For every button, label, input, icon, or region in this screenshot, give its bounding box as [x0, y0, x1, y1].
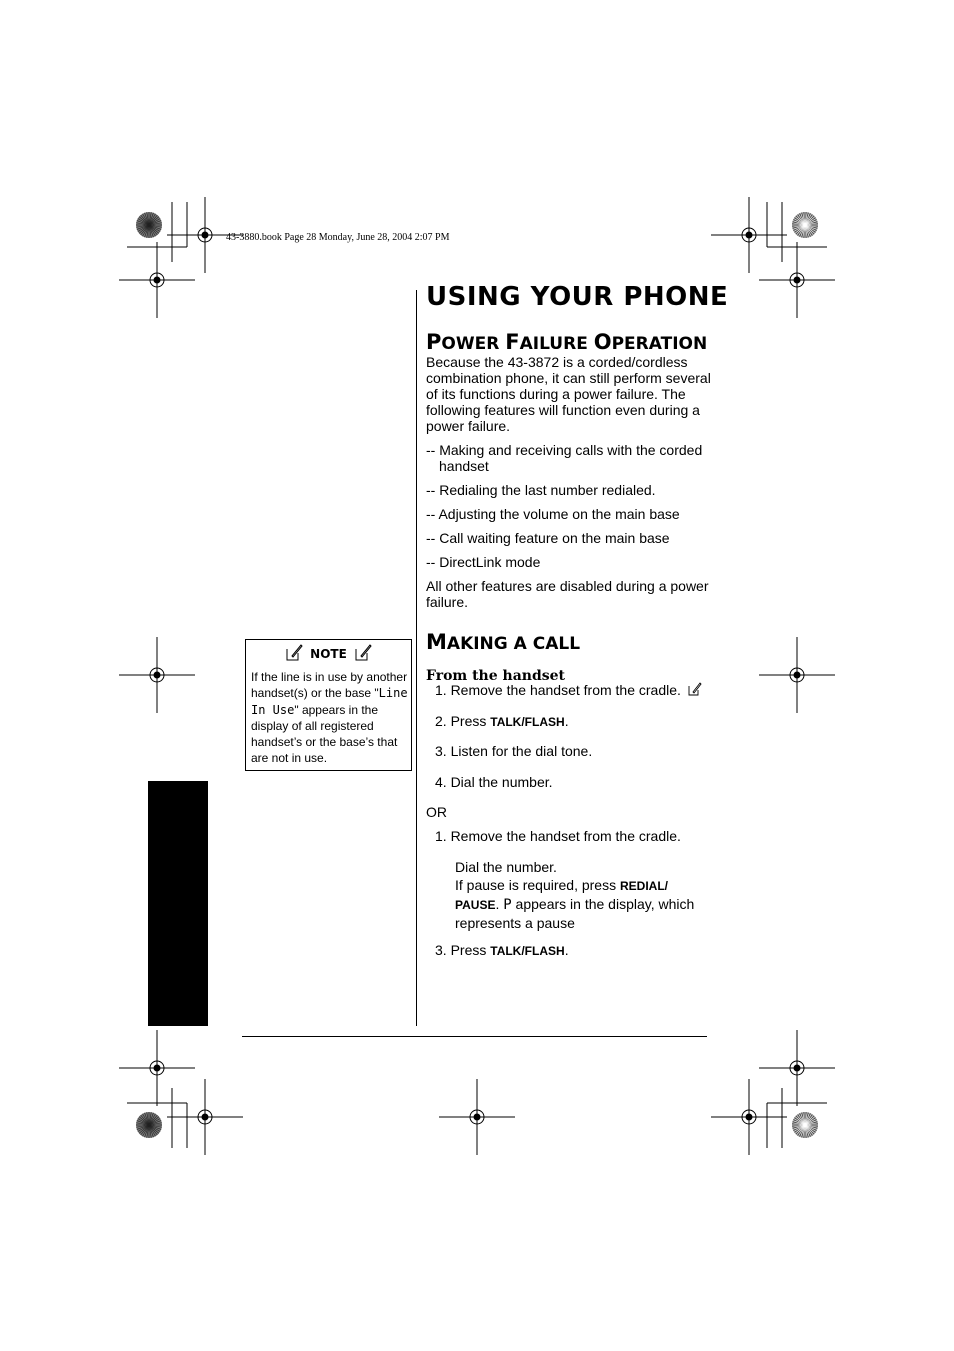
chapter-tab [148, 781, 208, 1026]
page-title: USING YOUR PHONE [426, 282, 729, 312]
footer-rule [242, 1036, 707, 1037]
power-item-1: -- Making and receiving calls with the corded handset [426, 442, 703, 474]
power-item-5: -- DirectLink mode [426, 554, 541, 570]
talk-flash-key: TALK/FLASH [490, 715, 565, 729]
starburst-mark [792, 1112, 818, 1138]
note-pencil-icon [354, 643, 372, 661]
starburst-mark [136, 212, 162, 238]
power-item-4: -- Call waiting feature on the main base [426, 530, 670, 546]
power-item-3: -- Adjusting the volume on the main base [426, 506, 680, 522]
registration-mark [119, 637, 195, 713]
step-b3-text: 3. Press [435, 942, 491, 958]
power-heading-part-4: O [593, 330, 612, 354]
note-text-end: " appears in the display of all registered handset’s or the base’s that are not in use. [251, 702, 398, 766]
or-label: OR [426, 804, 447, 820]
pause-represents: represents a pause [455, 915, 575, 931]
note-text [251, 669, 411, 767]
registration-mark [759, 1030, 835, 1106]
step-b2-pause [455, 876, 725, 932]
pause-appears: appears in the display, which [511, 896, 695, 912]
registration-mark [759, 242, 835, 318]
step-a4: 4. Dial the number. [435, 774, 553, 790]
pause-text: If pause is required, press [455, 877, 620, 893]
starburst-mark [792, 212, 818, 238]
step-b3 [435, 942, 725, 959]
lcd-p: P [503, 897, 512, 913]
step-a3: 3. Listen for the dial tone. [435, 743, 593, 759]
pause-key: PAUSE [455, 898, 496, 912]
redial-key: REDIAL/ [619, 879, 668, 893]
registration-mark [439, 1079, 515, 1155]
note-header [246, 643, 411, 661]
section-heading-making-a-call [426, 630, 580, 654]
power-heading-part-1: OWER [441, 334, 506, 354]
making-heading-part-1: AKING A CALL [446, 634, 581, 654]
registration-mark [711, 197, 787, 273]
registration-mark [119, 242, 195, 318]
registration-mark [167, 1079, 243, 1155]
note-pencil-icon [688, 682, 702, 696]
registration-mark [711, 1079, 787, 1155]
note-box [245, 639, 412, 771]
starburst-mark [136, 1112, 162, 1138]
registration-mark [119, 1030, 195, 1106]
power-intro: Because the 43-3872 is a corded/cordless combination phone, it can still perform several of its functions during a power failure. The following features will function even during a power failure. [426, 354, 711, 434]
step-a1-text: 1. Remove the handset from the cradle. [435, 682, 681, 698]
pause-sep: . [495, 896, 504, 912]
power-heading-part-0: P [426, 330, 442, 354]
step-b3-end: . [564, 942, 569, 958]
talk-flash-key-2: TALK/FLASH [490, 944, 565, 958]
note-pencil-icon [285, 643, 303, 661]
book-header: 43-3880.book Page 28 Monday, June 28, 2004 2:07 PM [226, 232, 450, 243]
step-a2 [435, 713, 725, 730]
lcd-line-in-use: Line In Use [251, 686, 408, 717]
note-text-start: If the line is in use by another handset(s) or the base " [251, 670, 408, 701]
step-a2-end: . [564, 713, 569, 729]
subheading-from-handset: From the handset [426, 668, 565, 684]
power-heading-part-2: F [505, 330, 520, 354]
power-heading-part-3: AILURE [519, 334, 594, 354]
step-a1 [435, 682, 725, 698]
step-a2-text: 2. Press [435, 713, 491, 729]
section-heading-power-failure [426, 330, 707, 354]
note-label: NOTE [310, 647, 347, 661]
column-divider [416, 290, 417, 1026]
power-heading-part-5: PERATION [611, 334, 708, 354]
power-item-2: -- Redialing the last number redialed. [426, 482, 656, 498]
power-closing: All other features are disabled during a power failure. [426, 578, 709, 610]
registration-mark [759, 637, 835, 713]
making-heading-part-0: M [426, 630, 447, 654]
step-b1: 1. Remove the handset from the cradle. [435, 828, 681, 844]
step-b2-dial: Dial the number. [455, 859, 557, 875]
